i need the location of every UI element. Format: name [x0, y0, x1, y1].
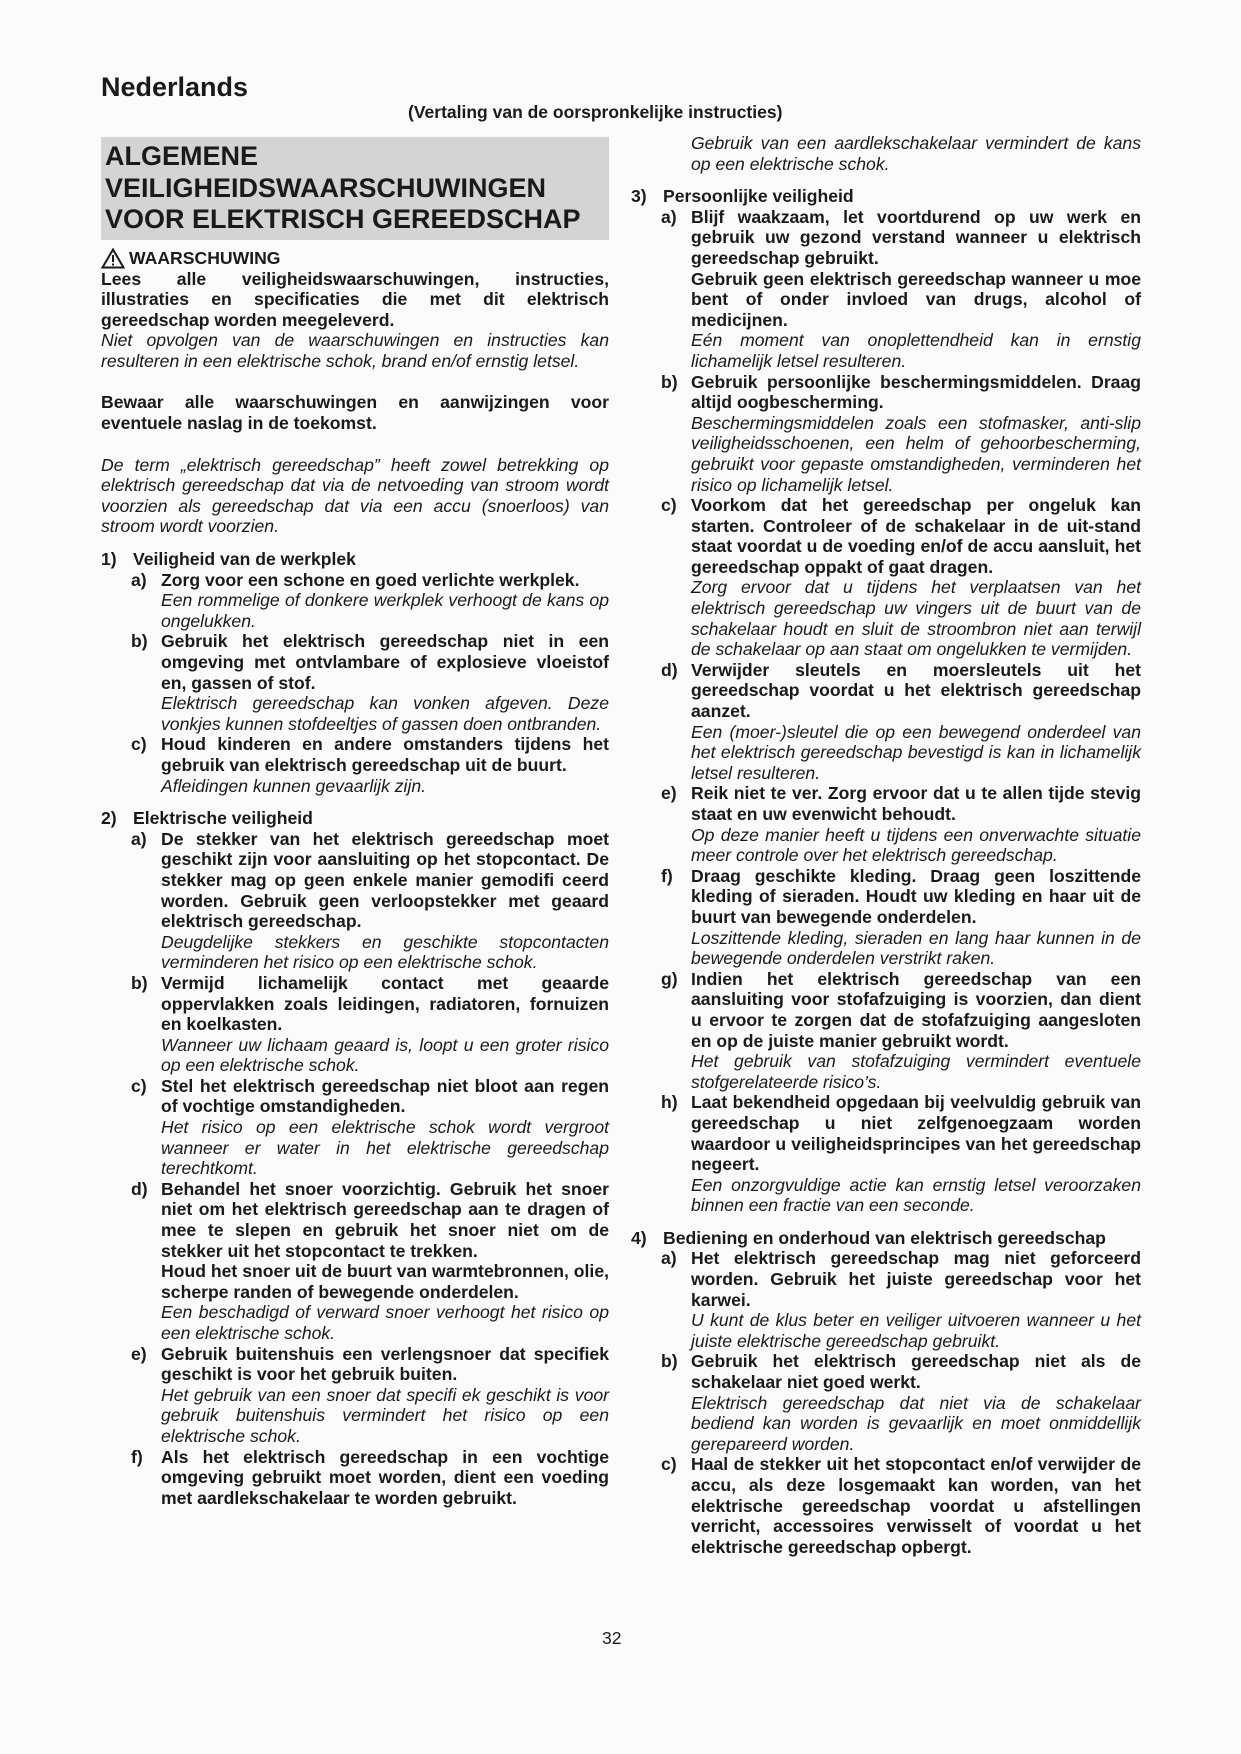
list-item: b) Gebruik het elektrisch gereedschap niet als de schakelaar niet goed werkt. Elektrisch gereedschap dat niet via de schakelaar bediend kan worden is gevaarlijk en moet onmiddellijk gerepareerd worden.: [661, 1351, 1141, 1454]
right-column: [631, 133, 1141, 1557]
section-4-heading: 4) Bediening en onderhoud van elektrisch gereedschap: [631, 1227, 1106, 1248]
warning-heading: [101, 248, 609, 269]
list-item: f) Als het elektrisch gereedschap in een vochtige omgeving gebruikt moet worden, dient een voeding met aardlekschakelaar te worden gebruikt.: [131, 1446, 609, 1508]
list-item: c) Houd kinderen en andere omstanders tijdens het gebruik van elektrisch gereedschap uit de buurt. Afleidingen kunnen gevaarlijk zijn.: [131, 734, 609, 796]
section-3-heading: 3) Persoonlijke veiligheid: [631, 186, 854, 207]
list-item: b) Vermijd lichamelijk contact met geaarde oppervlakken zoals leidingen, radiatoren, fornuizen en koelkasten. Wanneer uw lichaam geaard is, loopt u een groter risico op een elektrische schok.: [131, 972, 609, 1076]
keep-instructions-text: Bewaar alle waarschuwingen en aanwijzingen voor eventuele naslag in de toekomst.: [101, 392, 609, 434]
warning-label: WAARSCHUWING: [129, 247, 281, 268]
section-title-box: ALGEMENE VEILIGHEIDSWAARSCHUWINGEN VOOR ELEKTRISCH GEREEDSCHAP: [101, 137, 609, 240]
list-item: g) Indien het elektrisch gereedschap van een aansluiting voor stofafzuiging is voorzien, dan dient u ervoor te zorgen dat de stofafzuiging aangesloten en op de juiste manier gebruikt wordt. Het gebruik van stofafzuiging vermindert eventuele stofgerelateerde risico’s.: [661, 968, 1141, 1092]
list-item: c) Haal de stekker uit het stopcontact en/of verwijder de accu, als deze losgemaakt kan worden, van het elektrische gereedschap voordat u afstellingen verricht, accessoires verwisselt of voordat u het elektrische gereedschap opbergt.: [661, 1454, 1141, 1557]
list-item: d) Behandel het snoer voorzichtig. Gebruik het snoer niet om het elektrisch gereedschap aan te dragen of mee te slepen en gebruik het snoer niet om de stekker uit het stopcontact te trekken. Houd het snoer uit de buurt van warmtebronnen, olie, scherpe randen of bewegende onderdelen. Een beschadigd of verward snoer verhoogt het risico op een elektrische schok.: [131, 1178, 609, 1343]
language-heading: Nederlands: [101, 72, 249, 102]
page-number: 32: [602, 1628, 622, 1648]
list-item: f) Draag geschikte kleding. Draag geen loszittende kleding of sieraden. Houdt uw kleding en haar uit de buurt van bewegende onderdelen. Loszittende kleding, sieraden en lang haar kunnen in de bewegende onderdelen verstrikt raken.: [661, 865, 1141, 969]
list-item: c) Stel het elektrisch gereedschap niet bloot aan regen of vochtige omstandigheden. Het risico op een elektrische schok wordt vergroot wanneer er water in het elektrische gereedschap terechtkomt.: [131, 1075, 609, 1179]
list-item: d) Verwijder sleutels en moersleutels uit het gereedschap voordat u het elektrisch gereedschap aanzet. Een (moer-)sleutel die op een bewegend onderdeel van het elektrisch gereedschap bevestigd is kan in lichamelijk letsel resulteren.: [661, 659, 1141, 783]
list-item: a) De stekker van het elektrisch gereedschap moet geschikt zijn voor aansluiting op het stopcontact. De stekker mag op geen enkele manier gemodifi ceerd worden. Gebruik geen verloopstekker met geaard elektrisch gereedschap. Deugdelijke stekkers en geschikte stopcontacten verminderen het risico op een elektrische schok.: [131, 828, 609, 973]
list-item: e) Reik niet te ver. Zorg ervoor dat u te allen tijde stevig staat en uw evenwicht behoudt. Op deze manier heeft u tijdens een onverwachte situatie meer controle over het elektrisch gereedschap.: [661, 783, 1141, 866]
term-definition-text: De term „elektrisch gereedschap” heeft zowel betrekking op elektrisch gereedschap dat via de netvoeding van stroom wordt voorzien als gereedschap dat via een accu (snoerloos) van stroom wordt voorzien.: [101, 454, 609, 537]
list-item: a) Het elektrisch gereedschap mag niet geforceerd worden. Gebruik het juiste gereedschap voor het karwei. U kunt de klus beter en veiliger uitvoeren wanneer u het juiste elektrische gereedschap gebruikt.: [661, 1248, 1141, 1351]
list-item: b) Gebruik het elektrisch gereedschap niet in een omgeving met ontvlambare of explosieve vloeistof en, gassen of stof. Elektrisch gereedschap kan vonken afgeven. Deze vonkjes kunnen stofdeeltjes of gassen doen ontbranden.: [131, 631, 609, 734]
translation-subtitle: (Vertaling van de oorspronkelijke instructies): [408, 102, 783, 122]
warning-triangle-icon: [101, 248, 125, 269]
section-2-heading: 2) Elektrische veiligheid: [101, 808, 313, 829]
list-item: b) Gebruik persoonlijke beschermingsmiddelen. Draag altijd oogbescherming. Beschermingsmiddelen zoals een stofmasker, anti-slip veiligheidsschoenen, een helm of gehoorbescherming, gebruikt voor gepaste omstandigheden, verminderen het risico op lichamelijk letsel.: [661, 371, 1141, 495]
warning-bold-text: Lees alle veiligheidswaarschuwingen, instructies, illustraties en specificaties die met dit elektrisch gereedschap worden meegeleverd.: [101, 268, 609, 330]
list-item: e) Gebruik buitenshuis een verlengsnoer dat specifiek geschikt is voor het gebruik buiten. Het gebruik van een snoer dat specifi ek geschikt is voor gebruik buitenshuis vermindert het risico op een elektrische schok.: [131, 1343, 609, 1446]
list-item: c) Voorkom dat het gereedschap per ongeluk kan starten. Controleer of de schakelaar in de uit-stand staat voordat u de voeding en/of de accu aansluit, het gereedschap oppakt of gaat dragen. Zorg ervoor dat u tijdens het verplaatsen van het elektrisch gereedschap uw vingers uit de buurt van de schakelaar houdt en sluit de stroombron niet aan terwijl de schakelaar op aan staat om ongelukken te vermijden.: [661, 495, 1141, 660]
list-item: a) Zorg voor een schone en goed verlichte werkplek. Een rommelige of donkere werkplek verhoogt de kans op ongelukken.: [131, 569, 609, 631]
list-item: h) Laat bekendheid opgedaan bij veelvuldig gebruik van gereedschap u niet zelfgenoegzaam worden waardoor u veiligheidsprincipes van het gereedschap negeert. Een onzorgvuldige actie kan ernstig letsel veroorzaken binnen een fractie van een seconde.: [661, 1092, 1141, 1216]
warning-italic-text: Niet opvolgen van de waarschuwingen en instructies kan resulteren in een elektrische schok, brand en/of ernstig letsel.: [101, 330, 609, 371]
section-2f-note: Gebruik van een aardlekschakelaar vermindert de kans op een elektrische schok.: [691, 133, 1141, 174]
section-1-heading: 1) Veiligheid van de werkplek: [101, 549, 356, 570]
left-column: [101, 137, 609, 1508]
list-item: a) Blijf waakzaam, let voortdurend op uw werk en gebruik uw gezond verstand wanneer u elektrisch gereedschap gebruikt. Gebruik geen elektrisch gereedschap wanneer u moe bent of onder invloed van drugs, alcohol of medicijnen. Eén moment van onoplettendheid kan in ernstig lichamelijk letsel resulteren.: [661, 206, 1141, 371]
